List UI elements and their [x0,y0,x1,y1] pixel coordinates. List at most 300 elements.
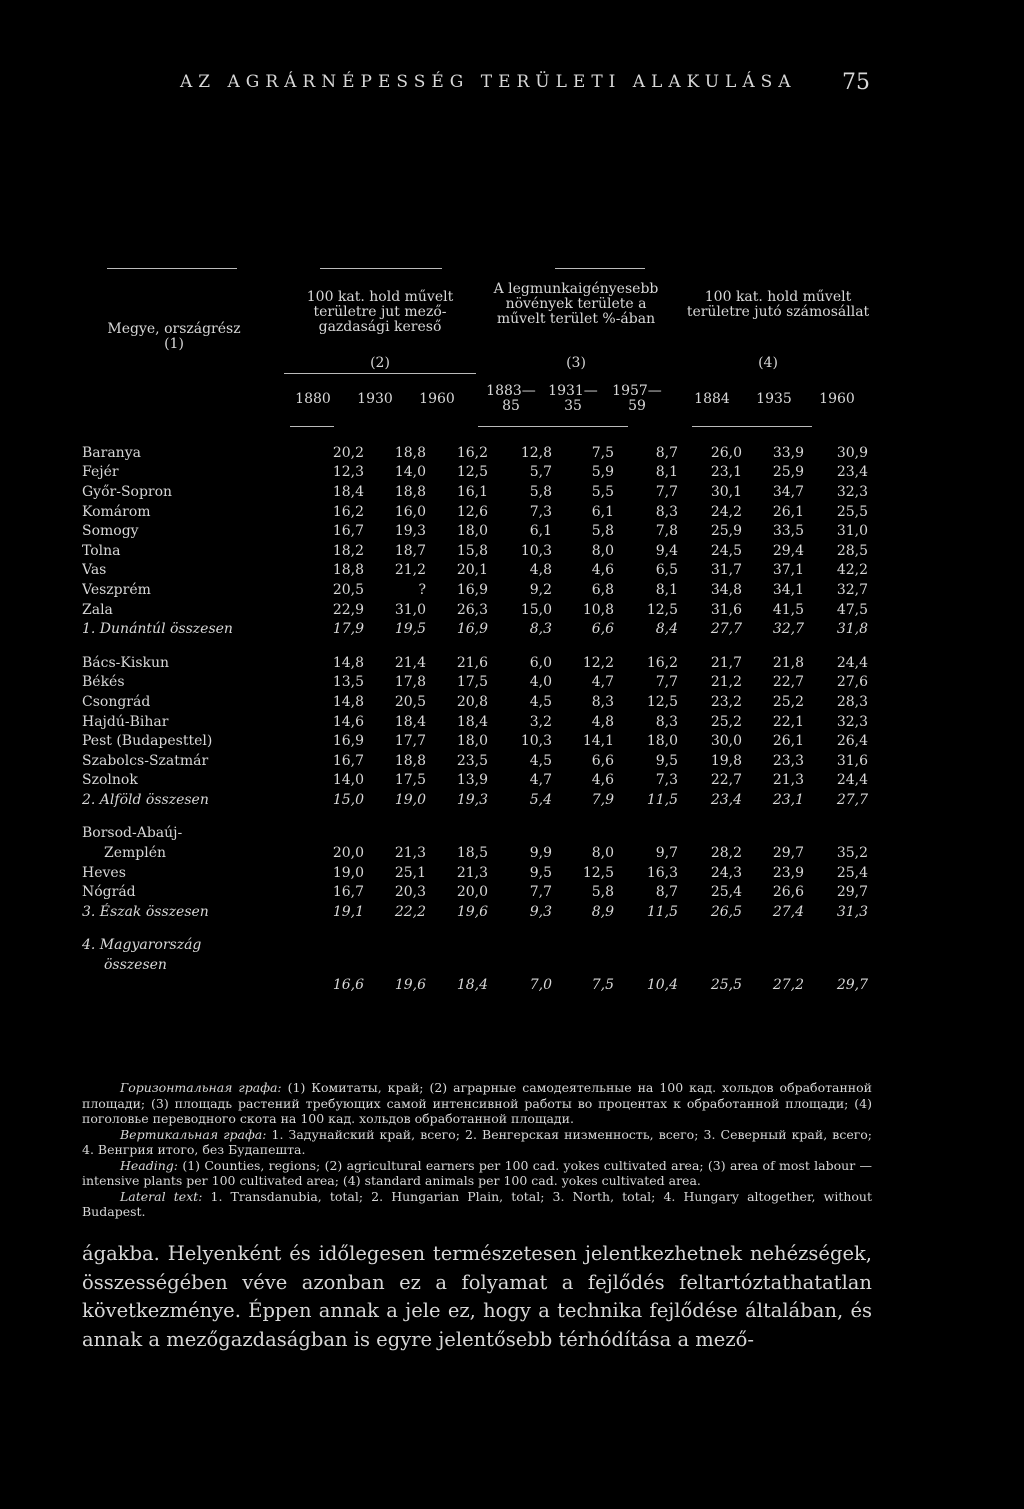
year-1960: 1960 [419,391,455,407]
row-label: Zala [82,601,113,618]
table-cell: 8,0 [591,845,614,862]
table-cell: 23,3 [772,752,804,769]
table-cell: 26,3 [456,601,488,618]
table-cell: 24,5 [710,542,742,559]
table-cell: 28,2 [710,845,742,862]
table-cell: 20,3 [394,884,426,901]
table-cell: 18,4 [394,713,426,730]
year-1935: 1935 [756,391,792,407]
table-row [82,882,868,902]
header-rule [555,268,645,269]
table-row [82,463,868,483]
table-cell: 19,3 [394,523,426,540]
year-1884: 1884 [694,391,730,407]
table-row [82,712,868,732]
table-cell: 34,1 [772,581,804,598]
table-cell: 19,1 [332,903,364,920]
table-cell: 16,6 [332,976,364,993]
table-cell [364,936,426,956]
table-cell: 5,8 [591,523,614,540]
table-cell: 19,5 [394,621,426,638]
table-cell: 14,6 [332,713,364,730]
table-row [82,936,868,956]
table-cell [552,955,614,975]
table-cell: 14,0 [394,464,426,481]
table-row [82,824,868,844]
table-cell: 23,1 [710,464,742,481]
table-cell: 31,6 [836,752,868,769]
table-cell: 6,0 [529,654,552,671]
table-cell: 17,7 [394,733,426,750]
table-cell: 12,5 [646,693,678,710]
row-label: Hajdú-Bihar [82,713,169,730]
table-row [82,561,868,581]
table-cell: 6,6 [591,752,614,769]
table-cell: 32,3 [836,483,868,500]
table-cell [488,824,552,844]
table-row [82,922,868,936]
table-cell: 7,3 [529,503,552,520]
note-en-heading: Heading: (1) Counties, regions; (2) agricultural earners per 100 cad. yokes cultivated area; (3) area of most labour — intensive plants per 100 cultivated area; (4) standard animals per 100 cad. yokes cultivated area. [82,1157,872,1188]
table-cell: 6,5 [655,562,678,579]
row-label: Fejér [82,464,119,481]
table-cell: 16,9 [332,733,364,750]
table-cell: 7,5 [591,444,614,461]
table-cell: 7,5 [591,976,614,993]
row-label: 3. Észak összesen [82,903,209,920]
table-row [82,863,868,883]
table-cell: 18,8 [332,562,364,579]
table-cell: 31,8 [836,621,868,638]
table-cell: 17,5 [456,674,488,691]
table-cell: 9,7 [655,845,678,862]
table-cell [614,824,678,844]
table-cell: 32,3 [836,713,868,730]
table-cell: 4,7 [591,674,614,691]
table-row [82,955,868,975]
table-cell: 26,4 [836,733,868,750]
table-cell: 7,8 [655,523,678,540]
row-label: Pest (Budapesttel) [82,733,213,750]
table-cell: 27,2 [772,976,804,993]
table-cell: 20,0 [456,884,488,901]
table-cell: 20,2 [332,444,364,461]
row-label: Zemplén [104,845,167,862]
table-cell: 26,0 [710,444,742,461]
table-cell: 10,8 [582,601,614,618]
year-1880: 1880 [295,391,331,407]
table-cell: 23,2 [710,693,742,710]
header-rule [478,426,628,427]
table-cell: 29,4 [772,542,804,559]
table-cell: 9,5 [655,752,678,769]
table-cell: 8,3 [655,503,678,520]
table-cell: 18,8 [394,483,426,500]
table-cell: 4,5 [529,693,552,710]
table-cell: 31,0 [394,601,426,618]
row-label: Vas [82,562,107,579]
table-cell: 5,4 [529,791,552,808]
table-row [82,502,868,522]
table-cell: 8,7 [655,444,678,461]
table-cell: 6,1 [591,503,614,520]
group-header-earners-num: (2) [370,355,390,371]
table-cell: 16,7 [332,884,364,901]
table-cell: 33,9 [772,444,804,461]
table-cell: 32,7 [772,621,804,638]
table-cell: 14,8 [332,693,364,710]
table-cell [678,955,742,975]
table-cell: 20,5 [394,693,426,710]
year-1883-85: 1883—85 [486,383,536,414]
page-number: 75 [842,70,870,95]
row-label: Bács-Kiskun [82,654,170,671]
table-cell: 27,7 [710,621,742,638]
table-cell: 21,2 [394,562,426,579]
table-cell: 27,7 [836,791,868,808]
table-cell [742,955,804,975]
table-row [82,751,868,771]
table-cell: 24,3 [710,864,742,881]
table-cell: 25,9 [710,523,742,540]
table-cell [304,936,364,956]
table-cell: 16,7 [332,752,364,769]
table-cell: 8,1 [655,581,678,598]
table-cell [364,955,426,975]
table-cell: 26,6 [772,884,804,901]
table-cell [678,824,742,844]
table-cell: 34,8 [710,581,742,598]
table-cell: 18,7 [394,542,426,559]
table-cell [304,824,364,844]
table-cell: 23,5 [456,752,488,769]
table-cell: 26,5 [710,903,742,920]
table-cell: 16,0 [394,503,426,520]
table-cell: 29,7 [772,845,804,862]
table-cell: 5,7 [529,464,552,481]
table-cell: 11,5 [646,791,678,808]
table-row [82,810,868,824]
table-cell: 4,6 [591,562,614,579]
table-cell: 21,3 [394,845,426,862]
table-cell: 25,5 [710,976,742,993]
table-cell: 8,7 [655,884,678,901]
table-cell: 8,9 [591,903,614,920]
table-cell: 9,4 [655,542,678,559]
table-cell: 21,8 [772,654,804,671]
table-cell: 23,1 [772,791,804,808]
table-cell: 7,7 [529,884,552,901]
table-cell [614,936,678,956]
note-en-lateral: Lateral text: 1. Transdanubia, total; 2. Hungarian Plain, total; 3. North, total; 4. Hungary altogether, without Budapest. [82,1188,872,1219]
table-cell: 19,8 [710,752,742,769]
table-cell [364,824,426,844]
table-cell [426,955,488,975]
table-cell: 25,1 [394,864,426,881]
table-cell [742,824,804,844]
row-label: Komárom [82,503,151,520]
row-label: Borsod-Abaúj- [82,825,183,842]
row-label: 2. Alföld összesen [82,791,209,808]
table-cell: 4,6 [591,772,614,789]
table-cell: 22,9 [332,601,364,618]
table-cell: 28,3 [836,693,868,710]
table-row [82,843,868,863]
table-cell: 29,7 [836,884,868,901]
table-cell: 31,0 [836,523,868,540]
table-cell: 8,3 [529,621,552,638]
table-cell: 7,3 [655,772,678,789]
table-cell: 17,8 [394,674,426,691]
table-cell [488,936,552,956]
row-label: Szolnok [82,772,138,789]
header-rule [692,426,812,427]
table-cell [804,936,868,956]
table-row [82,731,868,751]
header-rule [320,268,442,269]
row-label: Heves [82,864,126,881]
table-row [82,975,868,995]
table-cell: 20,0 [332,845,364,862]
table-row [82,619,868,639]
table-cell [804,955,868,975]
table-cell: 21,2 [710,674,742,691]
table-row [82,692,868,712]
table-cell: 20,5 [332,581,364,598]
table-cell: 19,0 [394,791,426,808]
table-cell: 20,8 [456,693,488,710]
table-cell: 17,9 [332,621,364,638]
table-cell: 21,3 [456,864,488,881]
table-cell: 12,5 [456,464,488,481]
row-label: Szabolcs-Szatmár [82,752,209,769]
header-rule [284,373,476,374]
table-cell: 31,7 [710,562,742,579]
row-label: összesen [104,957,167,974]
table-cell: 8,0 [591,542,614,559]
table-row [82,482,868,502]
header-rule [290,426,334,427]
table-cell: 9,3 [529,903,552,920]
table-cell: 8,3 [655,713,678,730]
table-cell: ? [418,581,426,598]
table-cell: 22,2 [394,903,426,920]
row-label: Baranya [82,444,141,461]
table-cell: 4,5 [529,752,552,769]
table-cell: 9,9 [529,845,552,862]
group-header-animals: 100 kat. hold művelt területre jutó számosállat [686,289,870,320]
table-cell: 13,5 [332,674,364,691]
header-rule [107,268,237,269]
table-cell: 23,4 [710,791,742,808]
table-cell: 7,0 [529,976,552,993]
table-cell: 17,5 [394,772,426,789]
table-cell: 11,5 [646,903,678,920]
table-cell [804,824,868,844]
year-1957-59: 1957—59 [612,383,662,414]
table-cell: 7,7 [655,674,678,691]
table-cell: 21,3 [772,772,804,789]
table-cell: 28,5 [836,542,868,559]
table-cell: 21,6 [456,654,488,671]
table-cell: 16,2 [332,503,364,520]
table-cell: 6,6 [591,621,614,638]
table-cell: 22,7 [710,772,742,789]
table-cell: 30,9 [836,444,868,461]
table-cell: 7,9 [591,791,614,808]
table-cell: 16,9 [456,581,488,598]
table-cell: 25,5 [836,503,868,520]
table-cell: 12,2 [582,654,614,671]
table-cell: 22,7 [772,674,804,691]
table-cell: 41,5 [772,601,804,618]
group-header-earners: 100 kat. hold művelt területre jut mező-gazdasági kereső [306,289,454,335]
table-cell: 3,2 [529,713,552,730]
table-cell: 12,5 [646,601,678,618]
table-row [82,600,868,620]
table-cell: 18,2 [332,542,364,559]
table-cell: 22,1 [772,713,804,730]
table-cell: 24,4 [836,654,868,671]
table-cell: 18,0 [646,733,678,750]
table-cell: 35,2 [836,845,868,862]
table-cell: 13,9 [456,772,488,789]
table-cell: 16,2 [646,654,678,671]
table-cell: 14,8 [332,654,364,671]
table-cell: 10,3 [520,542,552,559]
table-row [82,580,868,600]
table-cell [426,824,488,844]
table-cell: 25,9 [772,464,804,481]
row-label: Győr-Sopron [82,483,173,500]
table-cell [614,955,678,975]
table-cell: 19,3 [456,791,488,808]
year-1930: 1930 [357,391,393,407]
table-cell: 5,5 [591,483,614,500]
table-cell: 25,4 [836,864,868,881]
table-cell [742,936,804,956]
table-cell: 19,6 [456,903,488,920]
table-cell: 23,9 [772,864,804,881]
table-cell: 4,0 [529,674,552,691]
row-label: Tolna [82,542,121,559]
col-header-county: Megye, országrész (1) [107,321,241,352]
table-cell: 24,2 [710,503,742,520]
table-cell: 10,4 [646,976,678,993]
table-row [82,521,868,541]
table-cell: 12,3 [332,464,364,481]
table-row [82,771,868,791]
table-cell: 9,5 [529,864,552,881]
table-cell: 4,7 [529,772,552,789]
table-row [82,790,868,810]
row-label: Békés [82,674,125,691]
statistics-table [82,443,868,994]
table-cell: 18,4 [332,483,364,500]
table-cell: 8,4 [655,621,678,638]
table-cell: 5,8 [529,483,552,500]
table-row [82,673,868,693]
table-cell: 18,5 [456,845,488,862]
table-cell: 23,4 [836,464,868,481]
table-cell: 16,2 [456,444,488,461]
table-cell: 47,5 [836,601,868,618]
table-cell [552,936,614,956]
row-label: 1. Dunántúl összesen [82,621,233,638]
note-ru-vertical: Вертикальная графа: 1. Задунайский край, всего; 2. Венгерская низменность, всего; 3. Северный край, всего; 4. Венгрия итого, без Будапешта. [82,1126,872,1157]
note-ru-horizontal: Горизонтальная графа: (1) Комитаты, край; (2) аграрные самодеятельные на 100 кад. хольдов обработанной площади; (3) площадь растений требующих самой интенсивной работы во процентах к обработанной площади; (4) поголовье переводного скота на 100 кад. хольдов обработанной площади. [82,1080,872,1126]
group-header-animals-num: (4) [758,355,778,371]
table-cell [304,955,364,975]
row-label: 4. Magyarország [82,937,202,954]
table-cell: 29,7 [836,976,868,993]
running-title: AZ AGRÁRNÉPESSÉG TERÜLETI ALAKULÁSA [180,72,797,92]
body-paragraph: ágakba. Helyenként és időlegesen természetesen jelentkezhetnek nehézségek, összességében véve azonban ez a folyamat a fejlődés feltartóztathatatlan következménye. Éppen annak a jele ez, hogy a technika fejlődése általában, és annak a mezőgazdaságban is egyre jelentősebb térhódítása a mező- [82,1242,872,1351]
table-cell: 25,4 [710,884,742,901]
table-cell: 33,5 [772,523,804,540]
table-cell: 8,1 [655,464,678,481]
year-1931-35: 1931—35 [548,383,598,414]
table-cell: 18,0 [456,733,488,750]
row-label: Somogy [82,523,139,540]
table-cell: 14,0 [332,772,364,789]
table-cell: 21,7 [710,654,742,671]
table-cell: 25,2 [710,713,742,730]
table-cell: 15,0 [332,791,364,808]
table-cell: 18,4 [456,713,488,730]
table-cell: 16,1 [456,483,488,500]
table-cell: 16,3 [646,864,678,881]
table-cell: 6,1 [529,523,552,540]
table-cell: 21,4 [394,654,426,671]
table-row [82,541,868,561]
table-cell: 26,1 [772,503,804,520]
table-cell: 30,1 [710,483,742,500]
table-cell: 16,7 [332,523,364,540]
table-row [82,902,868,922]
table-cell: 12,5 [582,864,614,881]
table-cell: 27,4 [772,903,804,920]
table-cell [552,824,614,844]
table-cell: 30,0 [710,733,742,750]
table-cell: 12,8 [520,444,552,461]
table-cell: 18,8 [394,752,426,769]
table-cell: 24,4 [836,772,868,789]
row-label: Veszprém [82,581,151,598]
table-cell: 18,0 [456,523,488,540]
table-cell: 25,2 [772,693,804,710]
table-cell: 20,1 [456,562,488,579]
table-cell: 32,7 [836,581,868,598]
table-cell: 10,3 [520,733,552,750]
table-cell: 31,3 [836,903,868,920]
year-1960b: 1960 [819,391,855,407]
table-cell: 18,4 [456,976,488,993]
table-cell: 15,0 [520,601,552,618]
table-cell: 14,1 [582,733,614,750]
table-cell: 19,0 [332,864,364,881]
table-cell: 8,3 [591,693,614,710]
table-cell: 9,2 [529,581,552,598]
table-cell [678,936,742,956]
table-cell: 31,6 [710,601,742,618]
row-label [82,975,304,995]
table-cell [426,936,488,956]
table-cell: 34,7 [772,483,804,500]
table-row [82,639,868,653]
table-cell: 16,9 [456,621,488,638]
table-row [82,443,868,463]
